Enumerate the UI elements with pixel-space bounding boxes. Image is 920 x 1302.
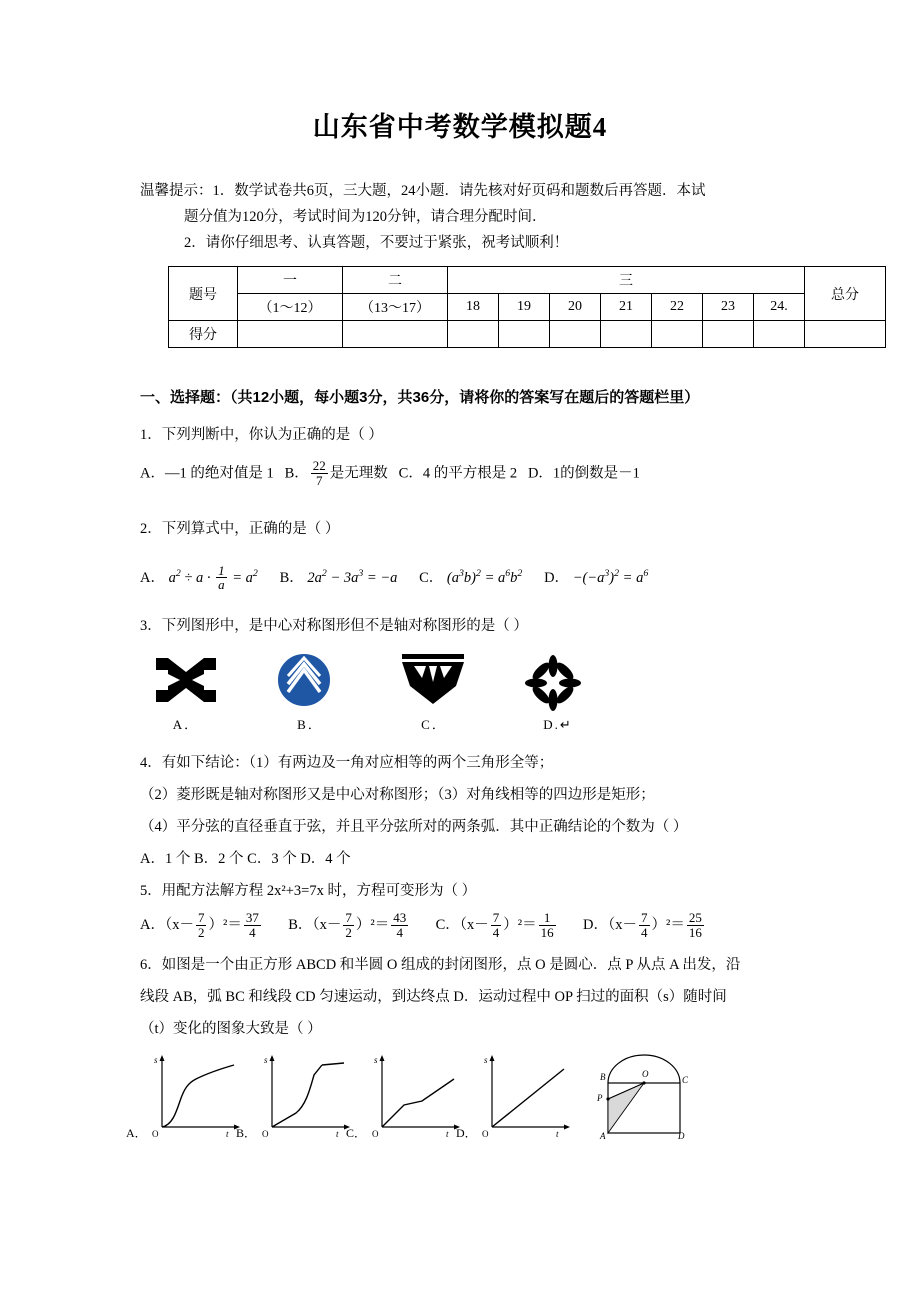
q1-option-d[interactable]: D．1的倒数是－1	[527, 465, 640, 482]
svg-text:C: C	[682, 1075, 689, 1086]
q3-label-c: C．	[421, 716, 447, 732]
question-5-options	[140, 911, 820, 939]
pinwheel-icon	[150, 652, 222, 708]
svg-text:t: t	[226, 1129, 229, 1140]
q3-figure-b[interactable]	[274, 652, 346, 733]
question-1-stem: 1．下列判断中，你认为正确的是（ ）	[140, 427, 383, 443]
q1-fraction-22-7: $\frac{22}{7}$	[312, 458, 326, 488]
question-2-stem: 2．下列算式中，正确的是（ ）	[140, 521, 340, 538]
question-3-stem: 3．下列图形中，是中心对称图形但不是轴对称图形的是（ ）	[140, 617, 528, 634]
svg-text:O: O	[372, 1129, 379, 1140]
q2-option-c-label: C．	[419, 570, 444, 587]
q2-option-a-label: A．	[140, 570, 165, 587]
circle-waves-icon	[274, 652, 334, 708]
q5-frac-c1: $\frac{7}{4}$	[492, 909, 500, 940]
q6-graph-d[interactable]	[456, 1053, 574, 1141]
q6-graph-c-label: C．	[346, 1126, 367, 1141]
svg-text:O: O	[482, 1129, 489, 1140]
q6-graph-d-label: D．	[456, 1126, 477, 1141]
score-sub-24: 24.	[754, 294, 805, 321]
q5-option-c[interactable]: C．（x－ $\frac{7}{4}$ ）²＝ $\frac{1}{16}$	[435, 909, 554, 940]
q1-option-c[interactable]: C．4 的平方根是 2	[398, 465, 518, 482]
q1-option-b-prefix: B．	[284, 465, 309, 482]
score-table-row-label-2: 得分	[169, 321, 238, 348]
score-group-total: 总分	[805, 267, 886, 321]
section-heading: 一、选择题：（共12小题，每小题3分，共36分，请将你的答案写在题后的答题栏里）	[140, 389, 700, 406]
svg-text:s: s	[484, 1055, 488, 1066]
svg-text:t: t	[446, 1129, 449, 1140]
svg-text:P: P	[597, 1093, 603, 1104]
svg-text:s: s	[374, 1055, 378, 1066]
q2-option-d-label: D．	[544, 570, 570, 587]
table-row-header-group	[169, 267, 886, 294]
q1-option-b-suffix[interactable]: 是无理数	[329, 465, 388, 482]
tip-line-1: 温馨提示：1．数学试卷共6页，三大题，24小题．请先核对好页码和题数后再答题．本试	[140, 183, 706, 199]
q3-figure-d[interactable]	[522, 655, 594, 733]
table-row-subheader	[169, 294, 886, 321]
score-cell-2[interactable]	[343, 321, 448, 348]
score-cell-8[interactable]	[703, 321, 754, 348]
tip-line-3: 2．请你仔细思考、认真答题，不要过于紧张，祝考试顺利！	[184, 235, 569, 251]
q5-option-d[interactable]: D．（x－ $\frac{7}{4}$ ）²＝ $\frac{25}{16}$	[583, 909, 702, 940]
question-6-stem-2: 线段 AB，弧 BC 和线段 CD 匀速运动，到达终点 D．运动过程中 OP 扫过的面积（s）随时间	[140, 989, 727, 1006]
q5-frac-b2: $\frac{43}{4}$	[393, 909, 407, 940]
q6-graph-a[interactable]	[126, 1053, 244, 1141]
q3-figure-a[interactable]	[150, 652, 222, 733]
crown-w-icon	[398, 652, 468, 708]
score-cell-7[interactable]	[652, 321, 703, 348]
score-cell-total[interactable]	[805, 321, 886, 348]
q5-frac-b1: $\frac{7}{2}$	[345, 909, 352, 940]
q3-label-d: D.↵	[543, 716, 573, 732]
tip-line-2: 题分值为120分，考试时间为120分钟，请合理分配时间．	[184, 209, 547, 225]
q2-expr-c[interactable]: $(a^3b)^2 = a^6b^2$	[446, 568, 523, 587]
exam-tips	[0, 178, 920, 256]
svg-text:O: O	[262, 1129, 269, 1140]
score-sub-21: 21	[601, 294, 652, 321]
table-row-score	[169, 321, 886, 348]
question-3-figures	[150, 652, 920, 733]
svg-text:s: s	[264, 1055, 268, 1066]
q2-option-b-label: B．	[279, 570, 304, 587]
q1-option-a[interactable]: A．—1 的绝对值是 1	[140, 465, 274, 482]
q3-figure-c[interactable]	[398, 652, 470, 733]
question-5-stem: 5．用配方法解方程 2x²+3=7x 时，方程可变形为（ ）	[140, 882, 477, 899]
svg-text:D: D	[678, 1131, 685, 1140]
q3-label-a: A．	[172, 716, 200, 732]
q2-fraction-1-a: $\frac{1}{a}$	[218, 562, 225, 593]
q5-frac-a2: $\frac{37}{4}$	[245, 909, 259, 940]
score-table	[168, 266, 886, 348]
score-sub-18: 18	[448, 294, 499, 321]
page-title: 山东省中考数学模拟题4	[312, 112, 608, 142]
question-4-options[interactable]: A．1 个 B．2 个 C．3 个 D．4 个	[140, 850, 351, 867]
q3-label-b: B．	[297, 716, 323, 732]
question-4-stem-1: 4．有如下结论：（1）有两边及一角对应相等的两个三角形全等；	[140, 754, 554, 771]
svg-text:t: t	[556, 1129, 559, 1140]
question-6-stem-3: （t）变化的图象大致是（ ）	[140, 1021, 322, 1038]
score-table-row-label-1: 题号	[169, 267, 238, 321]
q5-frac-d2: $\frac{25}{16}$	[688, 909, 702, 940]
question-6-graphs	[126, 1053, 920, 1141]
score-cell-3[interactable]	[448, 321, 499, 348]
q5-option-b[interactable]: B．（x－ $\frac{7}{2}$ ）²＝ $\frac{43}{4}$	[288, 909, 407, 940]
svg-text:A: A	[600, 1131, 606, 1140]
q6-graph-c[interactable]	[346, 1053, 464, 1141]
q2-expr-a[interactable]: $a^2 \div a$ · $\frac{1}{a}$ = $a^2$	[168, 562, 258, 593]
score-sub-19: 19	[499, 294, 550, 321]
score-sub-20: 20	[550, 294, 601, 321]
q5-frac-d1: $\frac{7}{4}$	[641, 909, 648, 940]
svg-text:s: s	[154, 1055, 158, 1066]
question-1-options	[140, 459, 820, 487]
q5-frac-a1: $\frac{7}{2}$	[197, 909, 205, 940]
svg-text:t: t	[336, 1129, 339, 1140]
score-sub-2: （13～17）	[343, 294, 448, 321]
question-2-options	[140, 561, 820, 592]
score-sub-23: 23	[703, 294, 754, 321]
q6-graph-b-label: B．	[236, 1126, 257, 1141]
score-sub-1: （1～12）	[238, 294, 343, 321]
svg-text:O: O	[152, 1129, 159, 1140]
q5-option-a[interactable]: A．（x－ $\frac{7}{2}$ ）²＝ $\frac{37}{4}$	[140, 909, 259, 940]
question-4-stem-3: （4）平分弦的直径垂直于弦，并且平分弦所对的两条弧．其中正确结论的个数为（ ）	[140, 818, 688, 835]
q2-expr-b[interactable]: $2a^2 - 3a^3 = -a$	[307, 568, 398, 587]
svg-text:B: B	[600, 1072, 606, 1083]
flower-petals-icon	[522, 655, 584, 711]
q5-frac-c2: $\frac{1}{16}$	[540, 909, 554, 940]
q6-graph-a-label: A．	[126, 1126, 147, 1141]
score-cell-5[interactable]	[550, 321, 601, 348]
score-group-3: 三	[448, 267, 805, 294]
score-cell-6[interactable]	[601, 321, 652, 348]
score-sub-22: 22	[652, 294, 703, 321]
q6-diagram-square-semicircle	[592, 1053, 712, 1139]
score-cell-4[interactable]	[499, 321, 550, 348]
score-group-1: 一	[238, 267, 343, 294]
question-6-stem-1: 6．如图是一个由正方形 ABCD 和半圆 O 组成的封闭图形，点 O 是圆心．点 P 从点 A 出发，沿	[140, 957, 741, 974]
svg-text:O: O	[642, 1069, 649, 1080]
score-cell-1[interactable]	[238, 321, 343, 348]
score-group-2: 二	[343, 267, 448, 294]
score-cell-9[interactable]	[754, 321, 805, 348]
q2-expr-d[interactable]: $-(-a^3)^2 = a^6$	[572, 568, 649, 587]
question-4-stem-2: （2）菱形既是轴对称图形又是中心对称图形；（3）对角线相等的四边形是矩形；	[140, 786, 655, 803]
q6-graph-b[interactable]	[236, 1053, 354, 1141]
